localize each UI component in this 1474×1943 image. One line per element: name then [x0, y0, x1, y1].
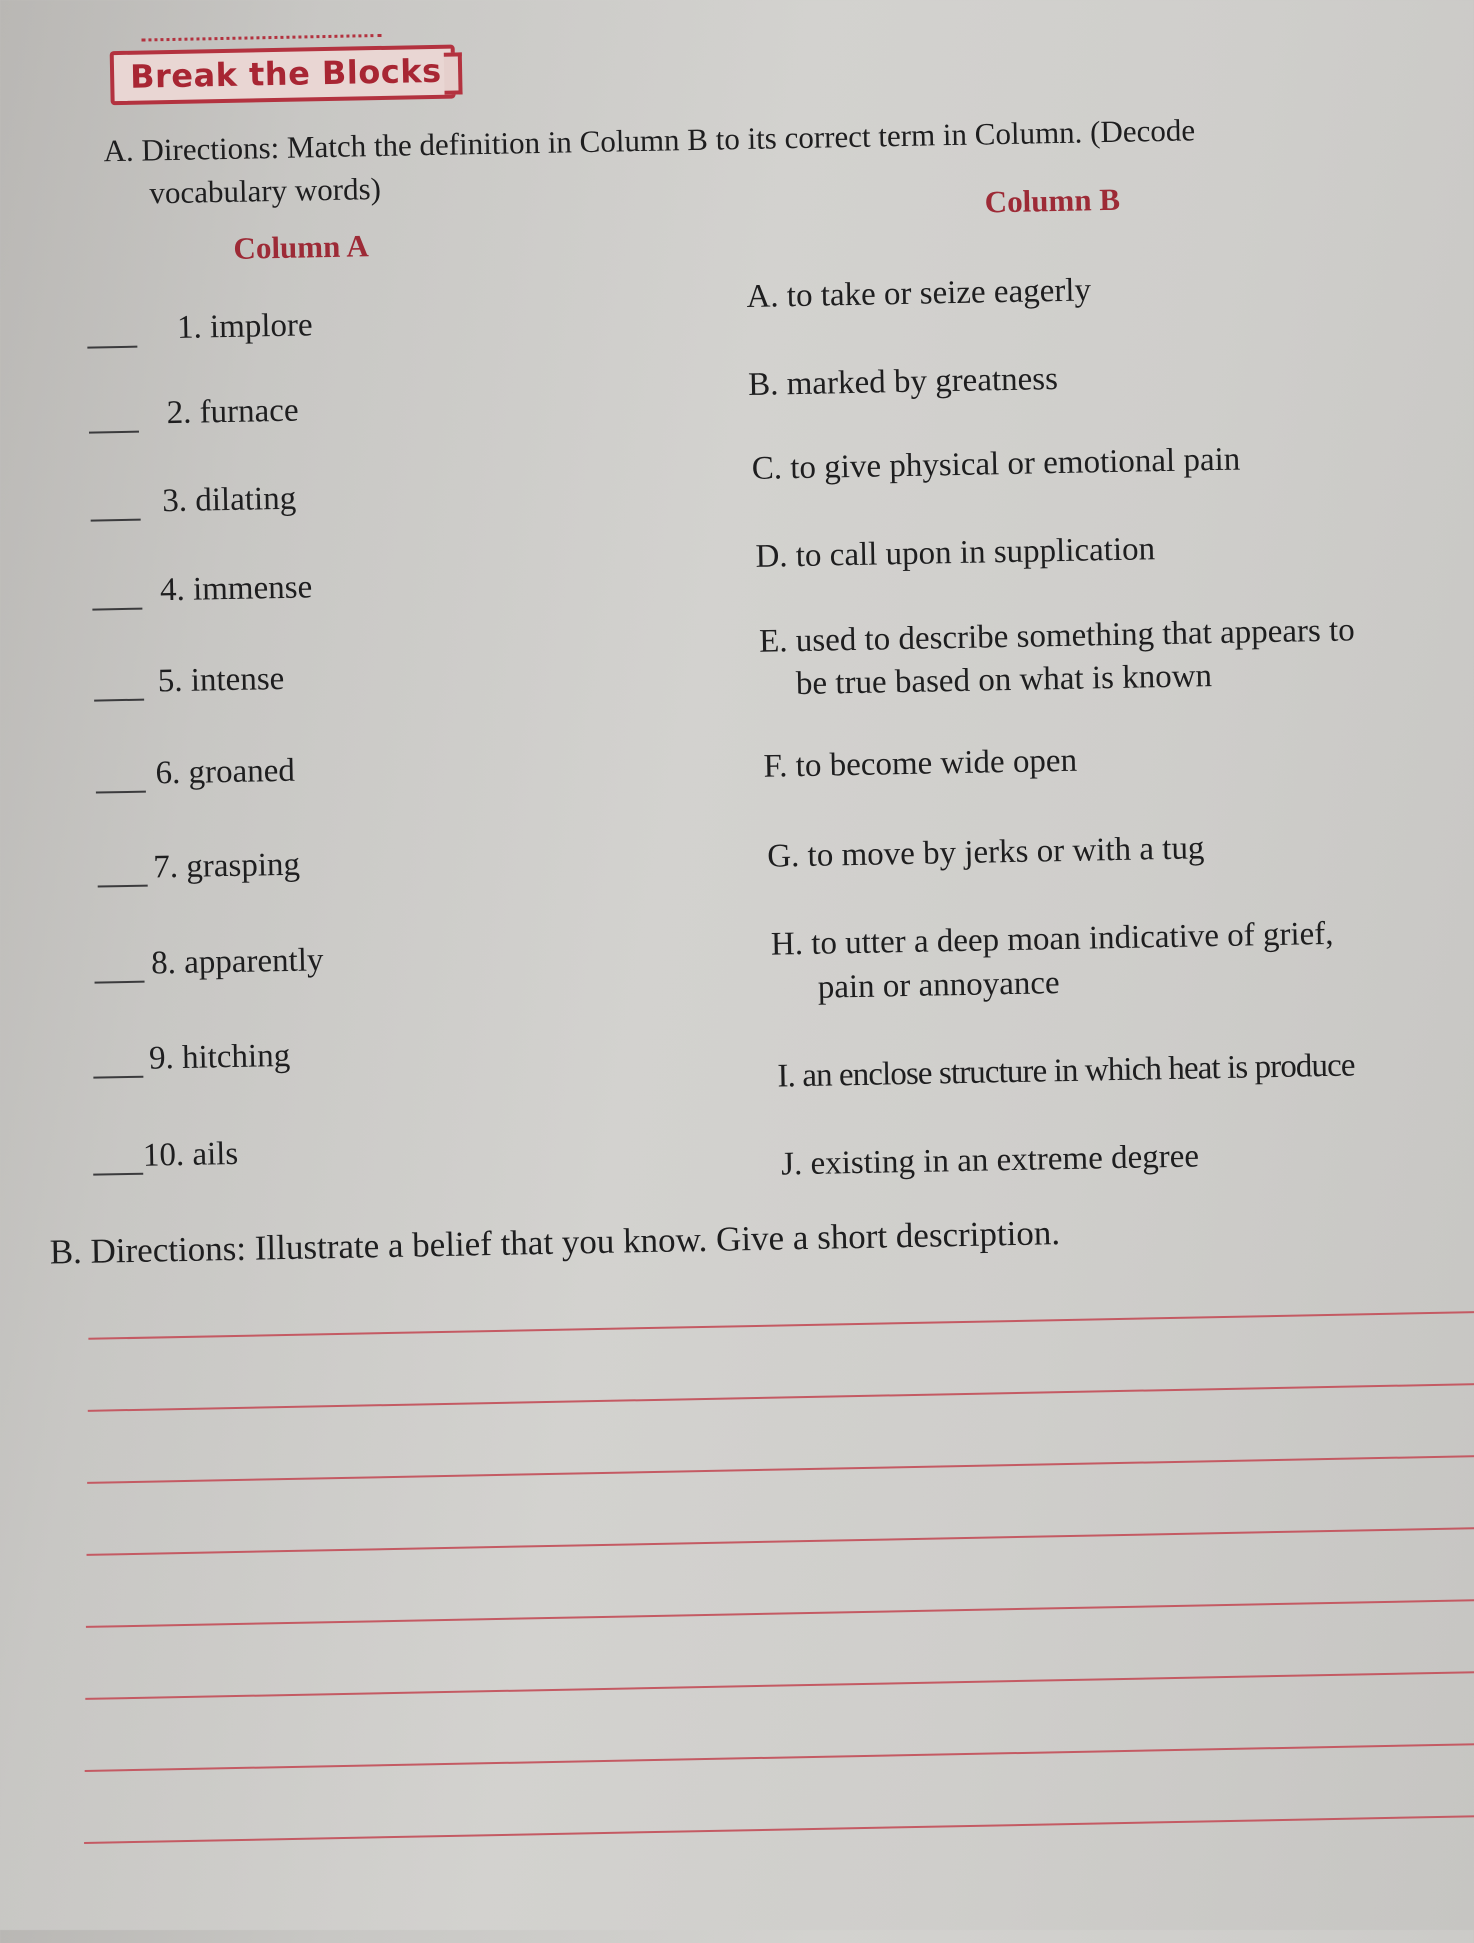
badge-tab [444, 52, 463, 94]
term-5: 5. intense [157, 660, 285, 700]
definition-g: G. to move by jerks or with a tug [766, 830, 1205, 875]
definition-h: H. to utter a deep moan indicative of grief, [770, 915, 1334, 963]
answer-blank-8[interactable] [95, 981, 145, 984]
definition-f: F. to become wide open [763, 742, 1078, 785]
term-1: 1. implore [176, 307, 313, 346]
writing-line-2[interactable] [88, 1383, 1474, 1412]
definition-e-cont: be true based on what is known [795, 658, 1213, 703]
term-7: 7. grasping [153, 846, 301, 886]
answer-blank-4[interactable] [92, 608, 142, 611]
writing-line-1[interactable] [88, 1311, 1474, 1340]
writing-line-5[interactable] [86, 1599, 1474, 1628]
writing-line-7[interactable] [85, 1743, 1474, 1772]
definition-i: I. an enclose structure in which heat is produce [777, 1047, 1355, 1095]
term-3: 3. dilating [161, 480, 297, 520]
section-a-directions-cont: vocabulary words) [149, 170, 382, 211]
definition-a: A. to take or seize eagerly [746, 272, 1092, 315]
section-b-directions: B. Directions: Illustrate a belief that you know. Give a short description. [49, 1213, 1061, 1272]
definition-c: C. to give physical or emotional pain [751, 441, 1241, 487]
writing-line-8[interactable] [84, 1815, 1474, 1844]
writing-line-4[interactable] [87, 1527, 1474, 1556]
definition-j: J. existing in an extreme degree [780, 1138, 1200, 1183]
writing-line-3[interactable] [87, 1455, 1474, 1484]
answer-blank-9[interactable] [93, 1076, 143, 1079]
term-2: 2. furnace [166, 392, 299, 432]
section-badge: Break the Blocks [110, 45, 456, 106]
answer-blank-1[interactable] [87, 346, 137, 349]
term-9: 9. hitching [148, 1037, 291, 1077]
answer-blank-10[interactable] [93, 1173, 143, 1176]
answer-blank-2[interactable] [89, 431, 139, 434]
term-4: 4. immense [159, 569, 313, 609]
writing-line-6[interactable] [85, 1671, 1474, 1700]
answer-blank-3[interactable] [91, 519, 141, 522]
term-6: 6. groaned [155, 752, 296, 792]
definition-h-cont: pain or annoyance [817, 965, 1060, 1006]
answer-blank-7[interactable] [98, 885, 148, 888]
definition-e: E. used to describe something that appears to [758, 612, 1356, 660]
definition-d: D. to call upon in supplication [755, 531, 1156, 575]
section-a-directions: A. Directions: Match the definition in Column B to its correct term in Column. (Decode [103, 112, 1196, 169]
answer-blank-5[interactable] [94, 699, 144, 702]
column-a-heading: Column A [233, 228, 370, 266]
term-10: 10. ails [142, 1135, 239, 1174]
definition-b: B. marked by greatness [747, 361, 1059, 403]
column-b-heading: Column B [984, 181, 1121, 220]
term-8: 8. apparently [150, 942, 324, 982]
answer-blank-6[interactable] [96, 791, 146, 794]
